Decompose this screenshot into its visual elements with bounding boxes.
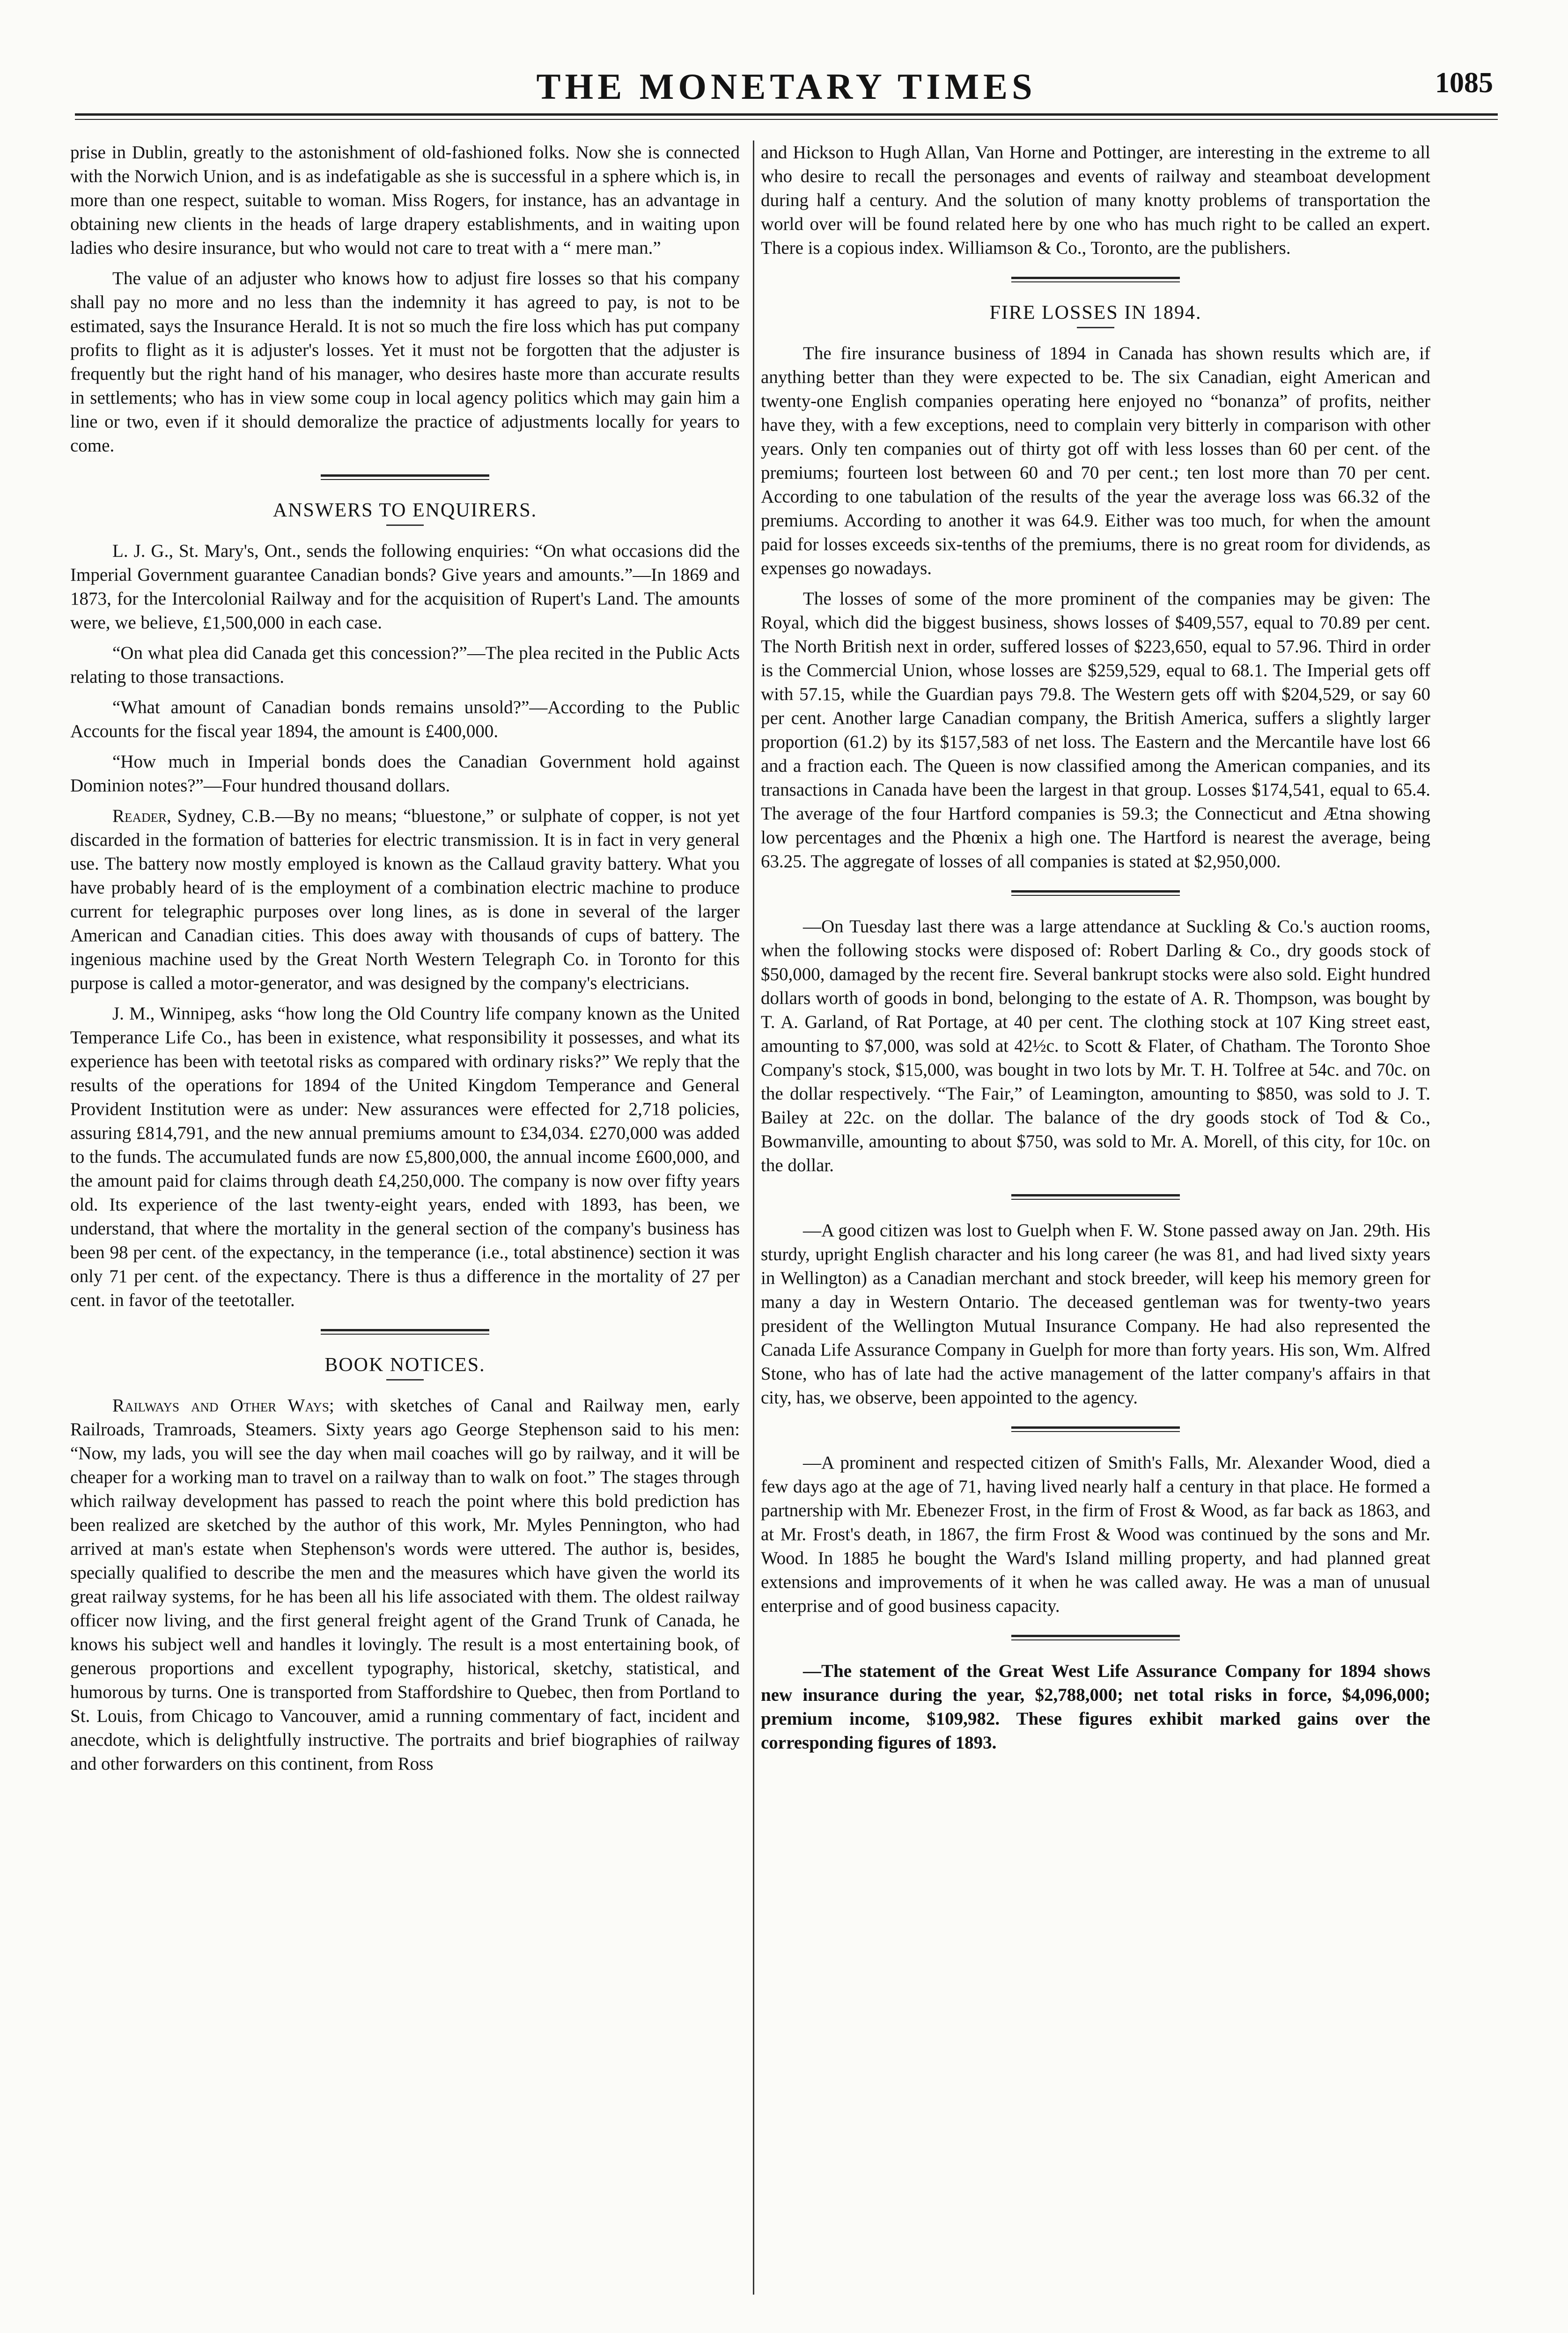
masthead bbox=[75, 61, 1498, 117]
section-separator bbox=[1011, 277, 1180, 282]
article-paragraph: “On what plea did Canada get this concession?”—The plea recited in the Public Acts relating to those transactions. bbox=[70, 643, 740, 687]
article-paragraph: “What amount of Canadian bonds remains unsold?”—According to the Public Accounts for the fiscal year 1894, the amount is £400,000. bbox=[70, 697, 740, 741]
section-separator bbox=[321, 1329, 489, 1335]
header-rule-thin bbox=[75, 119, 1498, 120]
section-separator bbox=[1011, 1194, 1180, 1200]
article-paragraph: —On Tuesday last there was a large attendance at Suckling & Co.'s auction rooms, when the following stocks were disposed of: Robert Darling & Co., dry goods stock of $50,000, damaged by the recent fire. Several bankrupt stocks were also sold. Eight hundred dollars worth of goods in bond, belonging to the estate of A. R. Thompson, was bought by T. A. Garland, of Rat Portage, at 40 per cent. The clothing stock at 107 King street east, amounting to $7,000, was sold at 42½c. to Scott & Flater, of Chatham. The Toronto Shoe Company's stock, $15,000, was bought in two lots by Mr. T. H. Tolfree at 54c. and 70c. on the dollar respectively. “The Fair,” of Leamington, amounting to $850, was sold to J. T. Bailey at 22c. on the dollar. The balance of the dry goods stock of Tod & Co., Bowmanville, amounting to about $750, was sold to Mr. A. Morell, of this city, for 10c. on the dollar. bbox=[761, 916, 1430, 1175]
article-paragraph: The fire insurance business of 1894 in Canada has shown results which are, if anything better than they were expected to be. The six Canadian, eight American and twenty-one English companies operating here enjoyed no “bonanza” of profits, neither have they, with a few exceptions, need to complain very bitterly in comparison with other years. Only ten companies out of thirty got off with less losses than 60 per cent. of the premiums; fourteen lost between 60 and 70 per cent.; ten lost more than 70 per cent. According to one tabulation of the results of the year the average loss was 66.32 of the premiums. According to another it was 64.9. Either was too much, for when the amount paid for losses exceeds six-tenths of the premiums, there is no great room for dividends, as expenses go nowadays. bbox=[761, 343, 1430, 578]
article-paragraph bbox=[70, 804, 740, 995]
article-paragraph: —A good citizen was lost to Guelph when F. W. Stone passed away on Jan. 29th. His sturdy, upright English character and his long career (he was 81, and had lived sixty years in Wellington) as a Canadian merchant and stock breeder, will keep his memory green for many a day in Western Ontario. The deceased gentleman was for twenty-two years president of the Wellington Mutual Insurance Company. He had also represented the Canada Life Assurance Company in Guelph for more than forty years. His son, Wm. Alfred Stone, who has of late had the active management of the latter company's affairs in that city, has, we observe, been appointed to the agency. bbox=[761, 1220, 1431, 1408]
section-heading: FIRE LOSSES IN 1894. bbox=[989, 302, 1202, 324]
article-paragraph: J. M., Winnipeg, asks “how long the Old Country life company known as the United Temperance Life Co., has been in existence, what responsibility it possesses, and what its experience has been with teetotal risks as compared with ordinary risks?” We reply that the results of the operations for 1894 of the United Kingdom Temperance and General Provident Institution were as under: New assurances were effected for 2,718 policies, assuring £814,791, and the new annual premiums amount to £34,034. £270,000 was added to the funds. The accumulated funds are now £5,800,000, the annual income £600,000, and the amount paid for claims through death £4,250,000. The company is now over fifty years old. Its experience of the last twenty-eight years, ended with 1893, has been, we understand, that where the mortality in the general section of the company's business has been 98 per cent. of the expectancy, in the temperance (i.e., total abstinence) section it was only 71 per cent. of the expectancy. There is thus a difference in the mortality of 27 per cent. in favor of the teetotaller. bbox=[70, 1004, 740, 1310]
article-paragraph: The value of an adjuster who knows how to adjust fire losses so that his company shall pay no more and no less than the indemnity it has agreed to pay, is not to be estimated, says the Insurance Herald. It is not so much the fire loss which has put company profits to flight as it is adjuster's losses. Yet it must not be forgotten that the adjuster is frequently but the right hand of his manager, who desires haste more than accurate results in settlements; who has in view some coup in local agency politics which may gain him a line or two, even if it should demoralize the practice of adjustments locally for years to come. bbox=[70, 268, 740, 456]
right-column bbox=[761, 140, 1430, 1761]
article-paragraph: —The statement of the Great West Life Assurance Company for 1894 shows new insurance during the year, $2,788,000; net total risks in force, $4,096,000; premium income, $109,982. These figures exhibit marked gains over the corresponding figures of 1893. bbox=[761, 1661, 1430, 1753]
article-paragraph: “How much in Imperial bonds does the Canadian Government hold against Dominion notes?”—Four hundred thousand dollars. bbox=[70, 752, 740, 796]
correspondent-name: Reader bbox=[112, 806, 167, 826]
section-separator bbox=[1011, 1426, 1180, 1432]
left-column bbox=[70, 140, 740, 1782]
page-number: 1085 bbox=[1435, 67, 1493, 99]
article-paragraph: —A prominent and respected citizen of Smith's Falls, Mr. Alexander Wood, died a few days ago at the age of 71, having lived nearly half a century in that place. He formed a partnership with Mr. Ebenezer Frost, in the firm of Frost & Wood, as far back as 1863, and at Mr. Frost's death, in 1867, the firm Frost & Wood was continued by the sons and Mr. Wood. In 1885 he bought the Ward's Island milling property, and had planned great extensions and improvements of it when he was called away. He was a man of unusual enterprise and of good business capacity. bbox=[761, 1453, 1430, 1616]
section-separator bbox=[1011, 1635, 1180, 1640]
paragraph-text: , Sydney, C.B.—By no means; “bluestone,” or sulphate of copper, is not yet discarded in the formation of batteries for electric transmission. It is in fact in very general use. The battery now mostly employed is known as the Callaud gravity battery. What you have probably heard of is the employment of a combination electric machine to produce current for telegraphic purposes over long lines, as is done in several of the larger American and Canadian cities. This does away with thousands of cups of battery. The ingenious machine used by the Great North Western Telegraph Co. in Toronto for this purpose is called a motor-generator, and was designed by the company's electricians. bbox=[70, 806, 740, 993]
heading-rule bbox=[386, 524, 424, 526]
article-paragraph bbox=[70, 1394, 740, 1776]
section-separator bbox=[1011, 890, 1180, 896]
article-paragraph: and Hickson to Hugh Allan, Van Horne and Pottinger, are interesting in the extreme to all who desire to recall the personages and events of railway and steamboat development during half a century. And the solution of many knotty problems of transportation the world over will be found related here by one who has much right to be called an expert. There is a copious index. Williamson & Co., Toronto, are the publishers. bbox=[761, 142, 1430, 258]
heading-rule bbox=[386, 1379, 424, 1381]
article-paragraph: L. J. G., St. Mary's, Ont., sends the following enquiries: “On what occasions did the Imperial Government guarantee Canadian bonds? Give years and amounts.”—In 1869 and 1873, for the Intercolonial Railway and for the acquisition of Rupert's Land. The amounts were, we believe, £1,500,000 in each case. bbox=[70, 541, 740, 633]
article-paragraph: The losses of some of the more prominent of the companies may be given: The Royal, which did the biggest business, shows losses of $409,557, equal to 70.89 per cent. The North British next in order, suffered losses of $223,650, equal to 57.96. Third in order is the Commercial Union, whose losses are $259,529, equal to 68.1. The Imperial gets off with 57.15, while the Guardian pays 79.8. The Western gets off with $204,529, or say 60 per cent. Another large Canadian company, the British America, suffers a slightly larger proportion (61.2) by its $157,583 of net loss. The Eastern and the Mercantile have lost 66 and a fraction each. The Queen is now classified among the American companies, and its transactions in Canada have been the largest in that group. Losses $174,541, equal to 65.4. The average of the four Hartford companies is 59.3; the Connecticut and Ætna showing low percentages and the Phœnix a high one. The Hartford is nearest the average, being 63.25. The aggregate of losses of all companies is stated at $2,950,000. bbox=[761, 589, 1430, 871]
newspaper-title: THE MONETARY TIMES bbox=[536, 66, 1037, 107]
column-divider bbox=[753, 140, 754, 2295]
header-rule bbox=[75, 113, 1498, 116]
section-heading: ANSWERS TO ENQUIRERS. bbox=[272, 500, 537, 521]
heading-rule bbox=[1077, 327, 1114, 328]
paragraph-text: ; with sketches of Canal and Railway men, early Railroads, Tramroads, Steamers. Sixty years ago George Stephenson said to his men: “Now, my lads, you will see the day when mail coaches will go by railway, and it will be cheaper for a working man to travel on a railway than to walk on foot.” The stages through which railway development has passed to reach the point where this bold prediction has been realized are sketched by the author of this work, Mr. Myles Pennington, who had arrived at man's estate when Stephenson's words were uttered. The author is, besides, specially qualified to describe the men and the measures which have given the world its great railway systems, for he has been all his life associated with them. The oldest railway officer now living, and the first general freight agent of the Grand Trunk of Canada, he knows his subject well and handles it lovingly. The result is a most entertaining book, of generous proportions and excellent typography, historical, sketchy, statistical, and humorous by turns. One is transported from Staffordshire to Quebec, then from Portland to St. Louis, from Chicago to Vancouver, amid a running commentary of fact, incident and anecdote, which is delightfully instructive. The portraits and brief biographies of railway and other forwarders on this continent, from Ross bbox=[70, 1395, 740, 1774]
section-heading: BOOK NOTICES. bbox=[324, 1354, 486, 1376]
book-title: Railways and Other Ways bbox=[112, 1395, 329, 1416]
section-separator bbox=[321, 474, 489, 480]
article-paragraph: prise in Dublin, greatly to the astonishment of old-fashioned folks. Now she is connected with the Norwich Union, and is as indefatigable as she is successful in a sphere which is, in more than one respect, suitable to woman. Miss Rogers, for instance, has an advantage in obtaining new clients in the heads of large drapery establishments, and in waiting upon ladies who desire insurance, but who would not care to treat with a “ mere man.” bbox=[70, 142, 740, 258]
